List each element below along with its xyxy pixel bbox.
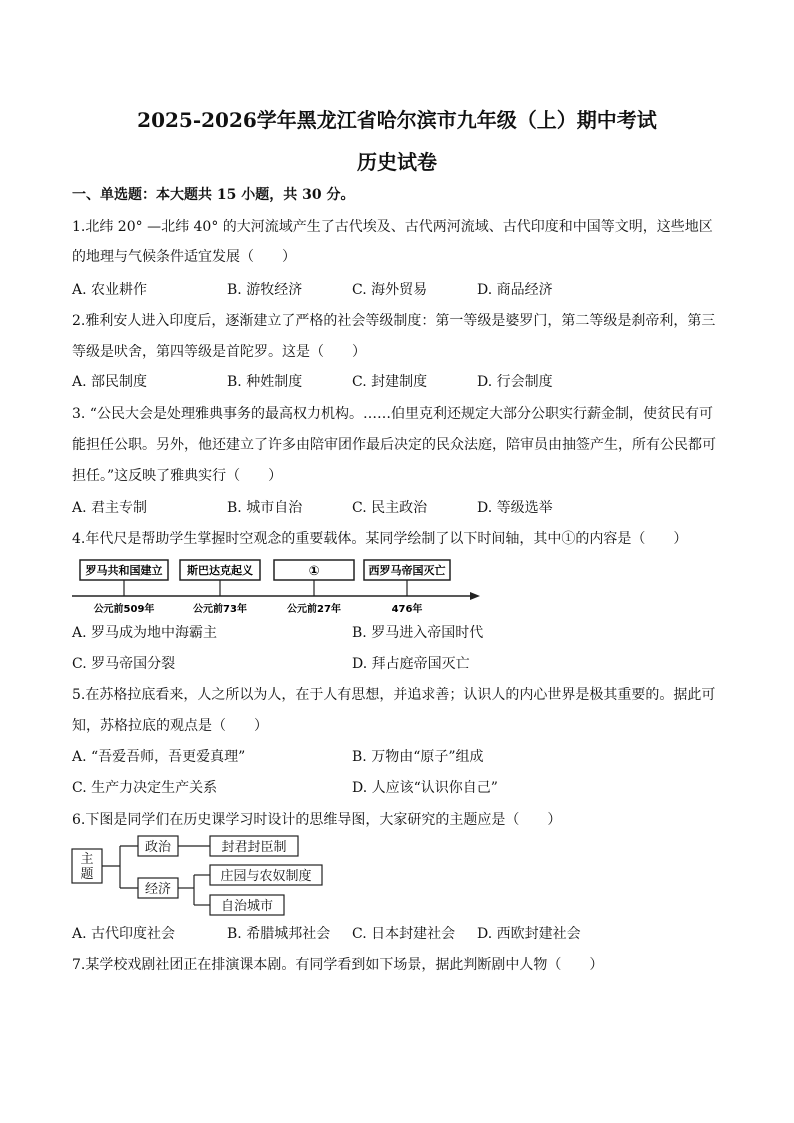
q4-option-b: B. 罗马进入帝国时代 bbox=[352, 625, 484, 641]
mindmap-root-label-2: 题 bbox=[80, 867, 94, 882]
q6-option-c: C. 日本封建社会 bbox=[352, 926, 456, 942]
timeline-date-1: 公元前509年 bbox=[93, 604, 155, 615]
q4-text-line1: 4.年代尺是帮助学生掌握时空观念的重要载体。某同学绘制了以下时间轴，其中①的内容是（ ） bbox=[72, 531, 688, 547]
mindmap-branch-politics: 政治 bbox=[144, 840, 172, 855]
timeline-event-4: 西罗马帝国灭亡 bbox=[368, 564, 446, 577]
q4-option-c: C. 罗马帝国分裂 bbox=[72, 656, 176, 672]
q3-text-line3: 担任。”这反映了雅典实行（ ） bbox=[72, 468, 283, 484]
q3-text-line2: 能担任公职。另外，他还建立了许多由陪审团作最后决定的民众法庭，陪审员由抽签产生，所有公民都可 bbox=[72, 437, 716, 453]
q1-option-a: A. 农业耕作 bbox=[72, 282, 148, 298]
q2-option-b: B. 种姓制度 bbox=[227, 374, 303, 390]
q2-text-line1: 2.雅利安人进入印度后，逐渐建立了严格的社会等级制度：第一等级是婆罗门，第二等级是刹帝利，第三 bbox=[72, 313, 716, 329]
q2-option-a: A. 部民制度 bbox=[72, 374, 148, 390]
q6-text-line1: 6.下图是同学们在历史课学习时设计的思维导图，大家研究的主题应是（ ） bbox=[72, 812, 562, 828]
q4-option-d: D. 拜占庭帝国灭亡 bbox=[352, 656, 470, 672]
q6-option-d: D. 西欧封建社会 bbox=[477, 926, 581, 942]
mindmap-branch-economy: 经济 bbox=[144, 882, 172, 897]
mindmap-root-label-1: 主 bbox=[80, 852, 94, 867]
q3-text-line1: 3. “公民大会是处理雅典事务的最高权力机构。……伯里克利还规定大部分公职实行薪金制，使贫民有可 bbox=[72, 406, 713, 422]
q5-option-b: B. 万物由“原子”组成 bbox=[352, 749, 484, 765]
exam-subtitle: 历史试卷 bbox=[357, 150, 437, 174]
section-heading: 一、单选题：本大题共 15 小题，共 30 分。 bbox=[72, 187, 355, 203]
q2-option-d: D. 行会制度 bbox=[477, 374, 553, 390]
timeline-event-3: ① bbox=[308, 564, 320, 579]
q1-option-b: B. 游牧经济 bbox=[227, 282, 303, 298]
q1-option-d: D. 商品经济 bbox=[477, 282, 553, 298]
timeline-date-3: 公元前27年 bbox=[287, 604, 341, 615]
q7-text-line1: 7.某学校戏剧社团正在排演课本剧。有同学看到如下场景，据此判断剧中人物（ ） bbox=[72, 957, 604, 973]
q6-option-a: A. 古代印度社会 bbox=[72, 926, 176, 942]
timeline-date-2: 公元前73年 bbox=[193, 604, 247, 615]
timeline-date-4: 476年 bbox=[391, 604, 423, 615]
timeline-event-2: 斯巴达克起义 bbox=[187, 564, 253, 577]
timeline-arrow-icon bbox=[470, 592, 480, 600]
q4-option-a: A. 罗马成为地中海霸主 bbox=[72, 625, 218, 641]
q1-text-line2: 的地理与气候条件适宜发展（ ） bbox=[72, 249, 296, 265]
q5-option-a: A. “吾爱吾师，吾更爱真理” bbox=[72, 749, 246, 765]
q1-option-c: C. 海外贸易 bbox=[352, 282, 428, 298]
q4-timeline bbox=[70, 554, 490, 616]
q5-option-d: D. 人应该“认识你自己” bbox=[352, 780, 498, 796]
q5-text-line1: 5.在苏格拉底看来，人之所以为人，在于人有思想，并追求善；认识人的内心世界是极其重要的。据此可 bbox=[72, 687, 716, 703]
mindmap-leaf-3: 自治城市 bbox=[220, 899, 274, 914]
exam-title: 2025-2026学年黑龙江省哈尔滨市九年级（上）期中考试 bbox=[137, 108, 657, 132]
q3-option-a: A. 君主专制 bbox=[72, 500, 148, 516]
q5-text-line2: 知，苏格拉底的观点是（ ） bbox=[72, 718, 268, 734]
q5-option-c: C. 生产力决定生产关系 bbox=[72, 780, 218, 796]
mindmap-leaf-2: 庄园与农奴制度 bbox=[220, 869, 312, 884]
q2-text-line2: 等级是吠舍，第四等级是首陀罗。这是（ ） bbox=[72, 344, 366, 360]
timeline-event-1: 罗马共和国建立 bbox=[85, 564, 163, 577]
q6-mindmap bbox=[70, 833, 360, 921]
q3-option-d: D. 等级选举 bbox=[477, 500, 553, 516]
q3-option-b: B. 城市自治 bbox=[227, 500, 303, 516]
mindmap-leaf-1: 封君封臣制 bbox=[221, 840, 287, 855]
q6-option-b: B. 希腊城邦社会 bbox=[227, 926, 331, 942]
q2-option-c: C. 封建制度 bbox=[352, 374, 428, 390]
q1-text-line1: 1.北纬 20° —北纬 40° 的大河流域产生了古代埃及、古代两河流域、古代印度和中国等文明，这些地区 bbox=[72, 219, 713, 235]
q3-option-c: C. 民主政治 bbox=[352, 500, 428, 516]
